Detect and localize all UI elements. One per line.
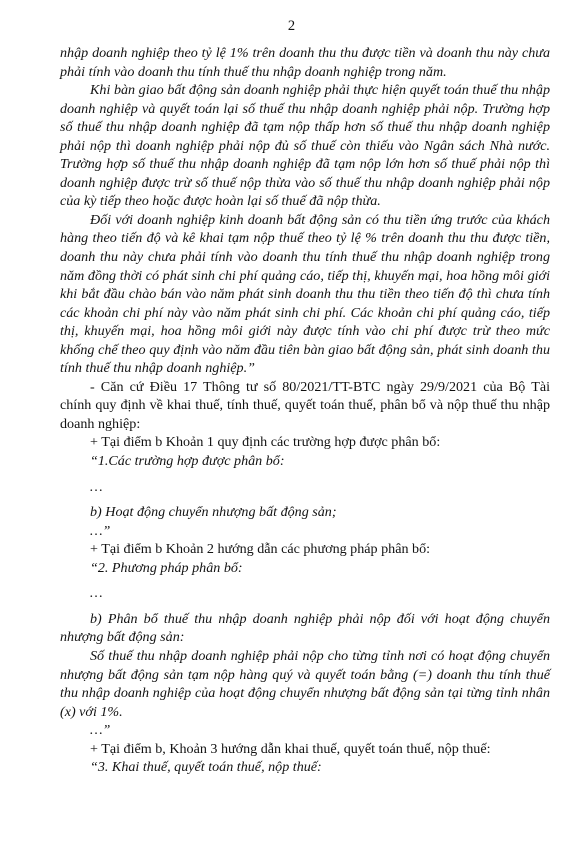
- quote-real-estate-item: b) Hoạt động chuyển nhượng bất động sản;: [90, 504, 337, 521]
- point-b-clause-2: + Tại điểm b Khoản 2 hướng dẫn các phương pháp phân bổ:: [90, 541, 431, 558]
- point-b-clause-3: + Tại điểm b, Khoản 3 hướng dẫn khai thuế, quyết toán thuế, nộp thuế:: [90, 740, 491, 757]
- quote-clause-3-heading: “3. Khai thuế, quyết toán thuế, nộp thuế:: [90, 759, 322, 776]
- point-b-clause-1: + Tại điểm b Khoản 1 quy định các trường hợp được phân bổ:: [90, 434, 441, 451]
- paragraph-settlement: Khi bàn giao bất động sản doanh nghiệp phải thực hiện quyết toán thuế thu nhập doanh nghiệp và quyết toán lại số thuế thu nhập doanh nghiệp phải nộp. Trường hợp số thuế thu nhập doanh nghiệp đã tạm nộp thấp hơn số thuế thu nhập doanh nghiệp phải nộp thì doanh nghiệp phải nộp đủ số thuế còn thiếu vào Ngân sách Nhà nước. Trường hợp số thuế thu nhập doanh nghiệp đã tạm nộp lớn hơn số thuế phải nộp thì doanh nghiệp được trừ số thuế nộp thừa vào số thuế thu nhập doanh nghiệp phải nộp của kỳ tiếp theo hoặc được hoàn lại số thuế đã nộp thừa.: [60, 82, 550, 210]
- quote-ellipsis: …: [90, 478, 103, 495]
- document-body: [60, 44, 550, 777]
- paragraph-advance-payment: Đối với doanh nghiệp kinh doanh bất động sản có thu tiền ứng trước của khách hàng theo tiến độ và kê khai tạm nộp thuế theo tỷ lệ % trên doanh thu thu được tiền, doanh thu này chưa phải tính vào doanh thu tính thuế thu nhập doanh nghiệp trong năm đồng thời có phát sinh chi phí quảng cáo, tiếp thị, khuyến mại, hoa hồng môi giới khi bắt đầu chào bán vào năm phát sinh doanh thu thu tiền theo tiến độ thì chưa tính các khoản chi phí này vào năm phát sinh chi phí. Các khoản chi phí quảng cáo, tiếp thị, khuyến mại, hoa hồng môi giới này được tính vào chi phí được trừ theo mức khống chế theo quy định vào năm đầu tiên bàn giao bất động sản, phát sinh doanh thu tính thuế thu nhập doanh nghiệp.”: [60, 211, 550, 377]
- paragraph-continuation: nhập doanh nghiệp theo tỷ lệ 1% trên doanh thu thu được tiền và doanh thu này chưa phải tính vào doanh thu tính thuế thu nhập doanh nghiệp trong năm.: [60, 45, 550, 80]
- quote-ellipsis-end: …”: [90, 722, 111, 739]
- quote-allocation-item: b) Phân bổ thuế thu nhập doanh nghiệp phải nộp đối với hoạt động chuyển nhượng bất động sản:: [60, 610, 550, 646]
- page-number: 2: [287, 18, 296, 34]
- paragraph-legal-basis: - Căn cứ Điều 17 Thông tư số 80/2021/TT-BTC ngày 29/9/2021 của Bộ Tài chính quy định về khai thuế, tính thuế, quyết toán thuế, phân bổ và nộp thuế thu nhập doanh nghiệp:: [60, 378, 550, 432]
- quote-ellipsis: …: [90, 585, 103, 602]
- quote-clause-1-heading: “1.Các trường hợp được phân bổ:: [90, 453, 285, 470]
- quote-allocation-formula: Số thuế thu nhập doanh nghiệp phải nộp cho từng tỉnh nơi có hoạt động chuyển nhượng bất động sản tạm nộp hàng quý và quyết toán bằng (=) doanh thu tính thuế thu nhập doanh nghiệp của hoạt động chuyển nhượng bất động sản tại từng tỉnh nhân (x) với 1%.: [60, 647, 550, 720]
- quote-ellipsis-end: …”: [90, 522, 111, 539]
- quote-clause-2-heading: “2. Phương pháp phân bổ:: [90, 559, 243, 576]
